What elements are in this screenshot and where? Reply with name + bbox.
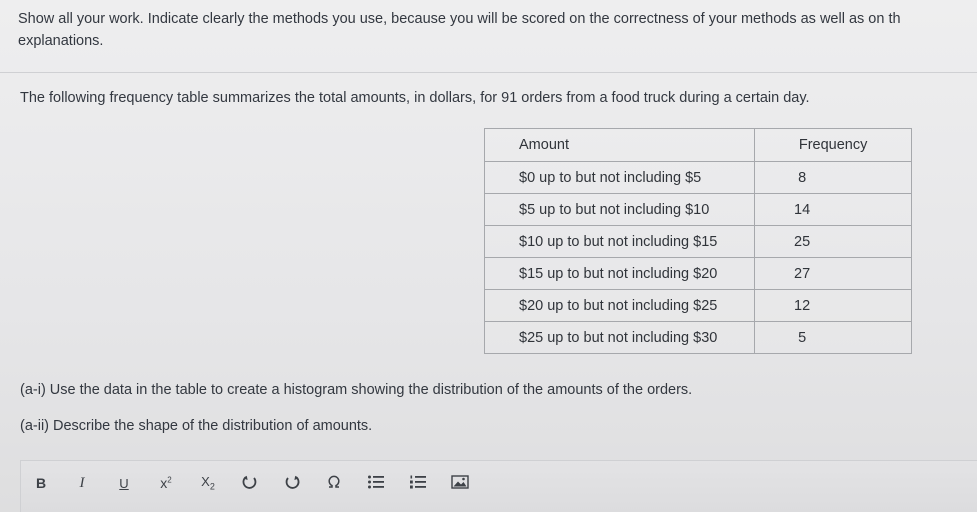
special-characters-button[interactable] <box>313 468 355 498</box>
amount-cell: $5 up to but not including $10 <box>485 194 755 226</box>
question-a-ii: (a-ii) Describe the shape of the distribution of amounts. <box>20 418 373 434</box>
amount-cell: $25 up to but not including $30 <box>485 322 755 354</box>
numbered-list-icon <box>409 474 427 493</box>
superscript-label: $x^2$ <box>160 475 172 491</box>
question-a-i: (a-i) Use the data in the table to create a histogram showing the distribution of the amounts of the orders. <box>20 382 693 398</box>
frequency-column-header: Frequency <box>755 129 912 162</box>
frequency-cell: 8 <box>755 162 912 194</box>
amount-cell: $15 up to but not including $20 <box>485 258 755 290</box>
amount-cell: $0 up to but not including $5 <box>485 162 755 194</box>
underline-label: U <box>119 475 129 491</box>
frequency-cell: 5 <box>755 322 912 354</box>
subscript-button[interactable] <box>187 468 229 498</box>
omega-icon <box>327 475 341 492</box>
answer-editor[interactable] <box>20 460 977 512</box>
amount-cell: $10 up to but not including $15 <box>485 226 755 258</box>
table-row <box>485 162 912 194</box>
amount-cell: $20 up to but not including $25 <box>485 290 755 322</box>
table-header-row <box>485 129 912 162</box>
frequency-cell: 14 <box>755 194 912 226</box>
bold-button[interactable] <box>21 468 61 498</box>
italic-button[interactable] <box>61 468 103 498</box>
italic-label: I <box>79 474 85 491</box>
instructions <box>18 8 977 52</box>
amount-column-header: Amount <box>485 129 755 162</box>
editor-toolbar <box>21 461 481 505</box>
bulleted-list-button[interactable] <box>355 468 397 498</box>
redo-icon <box>284 474 300 493</box>
subscript-label: $X_2$ <box>201 474 215 492</box>
frequency-cell: 12 <box>755 290 912 322</box>
bold-label: B <box>35 475 47 491</box>
redo-button[interactable] <box>271 468 313 498</box>
frequency-table <box>484 128 912 354</box>
table-row <box>485 258 912 290</box>
image-icon <box>451 475 469 492</box>
undo-icon <box>242 474 258 493</box>
frequency-cell: 25 <box>755 226 912 258</box>
instructions-line-1: Show all your work. Indicate clearly the methods you use, because you will be scored on the correctness of your methods as well as on th <box>18 11 901 27</box>
superscript-button[interactable] <box>145 468 187 498</box>
table-row <box>485 322 912 354</box>
numbered-list-button[interactable] <box>397 468 439 498</box>
problem-intro: The following frequency table summarizes the total amounts, in dollars, for 91 orders from a food truck during a certain day. <box>20 90 810 106</box>
table-row <box>485 226 912 258</box>
table-row <box>485 290 912 322</box>
bulleted-list-icon <box>367 474 385 493</box>
insert-image-button[interactable] <box>439 468 481 498</box>
underline-button[interactable] <box>103 468 145 498</box>
instructions-line-2: explanations. <box>18 33 104 49</box>
undo-button[interactable] <box>229 468 271 498</box>
table-row <box>485 194 912 226</box>
section-divider <box>0 72 977 73</box>
frequency-cell: 27 <box>755 258 912 290</box>
